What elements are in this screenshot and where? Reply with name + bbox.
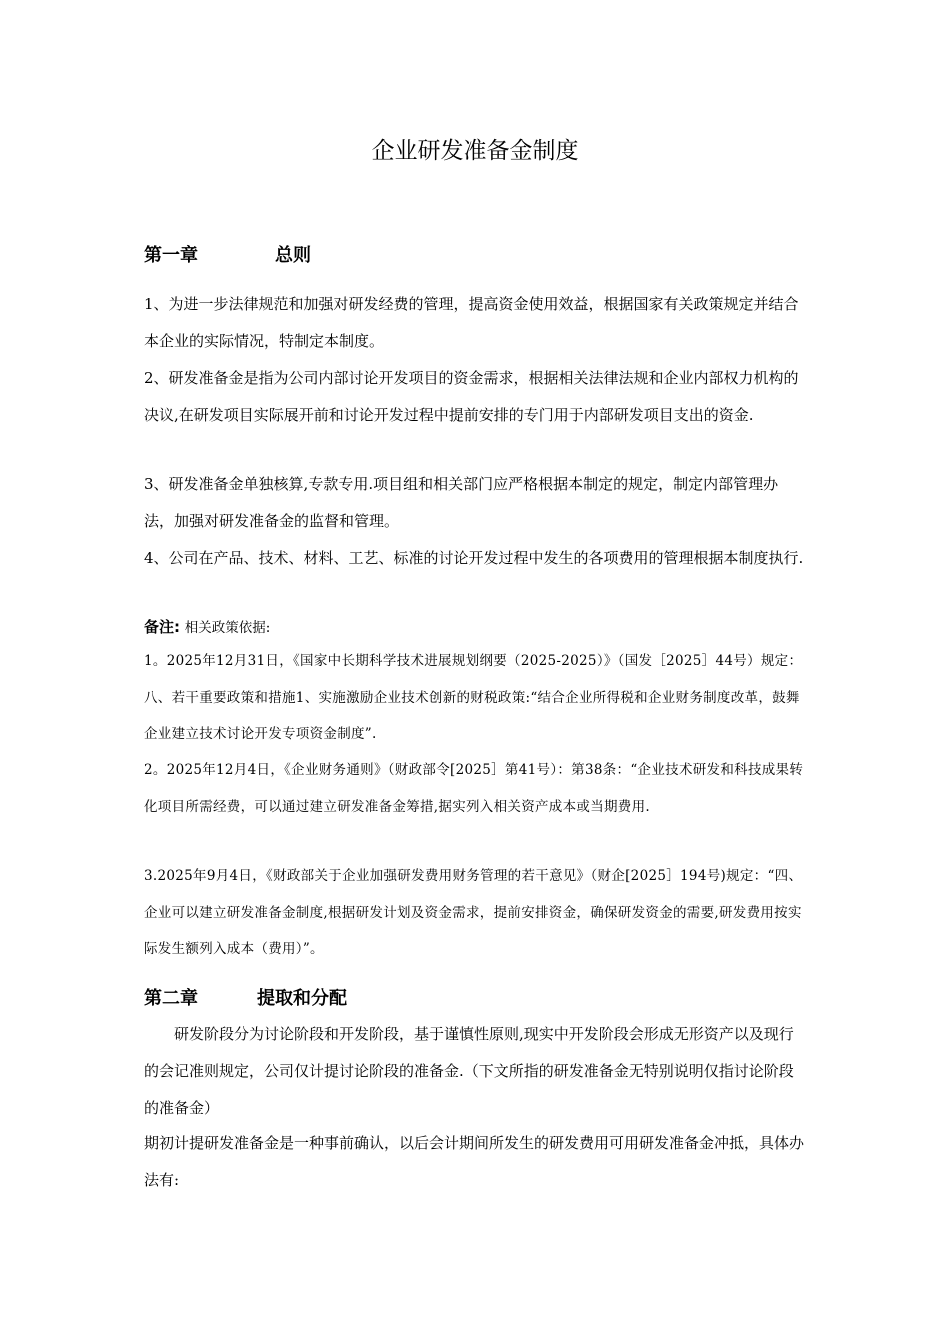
chapter-1-paragraph-4: 4、公司在产品、技术、材料、工艺、标准的讨论开发过程中发生的各项费用的管理根据本制度执行. [144, 549, 804, 567]
chapter-1-paragraph-3: 3、研发准备金单独核算,专款专用.项目组和相关部门应严格根据本制定的规定，制定内部管理办法，加强对研发准备金的监督和管理。 [144, 475, 779, 530]
policy-note-1: 1。2025年12月31日，《国家中长期科学技术进展规划纲要（2025-2025）》（国发［2025］44号）规定：八、若干重要政策和措施1、实施激励企业技术创新的财税政策:“结合企业所得税和企业财务制度改革，鼓舞企业建立技术讨论开发专项资金制度”. [144, 653, 803, 742]
document-title: 企业研发准备金制度 [371, 138, 579, 164]
note-text: 相关政策依据: [184, 620, 271, 636]
chapter-2-number: 第二章 [144, 988, 198, 1009]
policy-note-3: 3.2025年9月4日，《财政部关于企业加强研发费用财务管理的若干意见》（财企[2025］194号)规定：“四、企业可以建立研发准备金制度,根据研发计划及资金需求，提前安排资金，确保研发资金的需要,研发费用按实际发生额列入成本（费用）”。 [144, 868, 803, 957]
chapter-2-paragraph-1: 研发阶段分为讨论阶段和开发阶段，基于谨慎性原则,现实中开发阶段会形成无形资产以及现行的会记准则规定，公司仅计提讨论阶段的准备金.（下文所指的研发准备金无特别说明仅指讨论阶段的准备金） [144, 1025, 794, 1117]
chapter-1-name: 总则 [275, 245, 311, 266]
chapter-1-heading [144, 243, 311, 269]
chapter-1-number: 第一章 [144, 245, 198, 266]
chapter-1-paragraph-1: 1、为进一步法律规范和加强对研发经费的管理，提高资金使用效益，根据国家有关政策规定并结合本企业的实际情况，特制定本制度。 [144, 295, 799, 350]
chapter-1-paragraph-2: 2、研发准备金是指为公司内部讨论开发项目的资金需求，根据相关法律法规和企业内部权力机构的决议,在研发项目实际展开前和讨论开发过程中提前安排的专门用于内部研发项目支出的资金. [144, 369, 799, 424]
policy-note-heading [144, 614, 270, 641]
note-label: 备注: [144, 618, 180, 636]
policy-note-2: 2。2025年12月4日，《企业财务通则》（财政部令[2025］第41号）：第38条：“企业技术研发和科技成果转化项目所需经费，可以通过建立研发准备金筹措,据实列入相关资产成本或当期费用. [144, 762, 804, 815]
chapter-2-paragraph-2: 期初计提研发准备金是一种事前确认，以后会计期间所发生的研发费用可用研发准备金冲抵，具体办法有: [144, 1134, 805, 1189]
chapter-2-heading [144, 986, 347, 1012]
chapter-2-name: 提取和分配 [257, 988, 347, 1009]
